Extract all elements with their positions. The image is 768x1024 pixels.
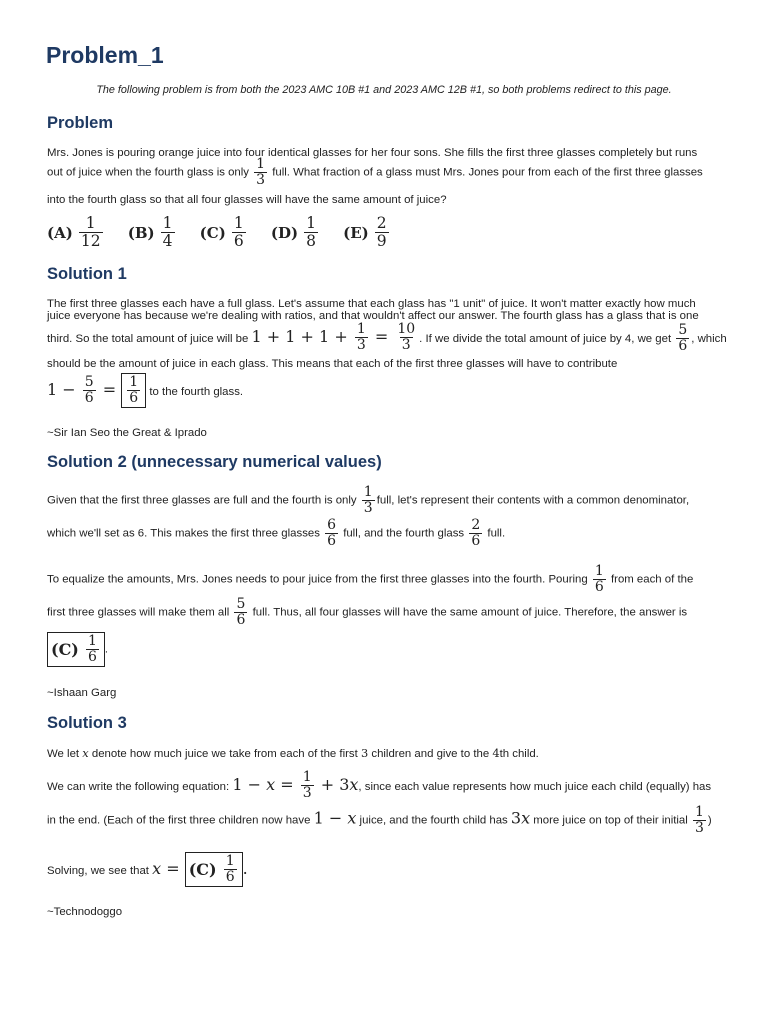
problem-text: out of juice when the fourth glass is only — [47, 166, 249, 179]
problem-text-line-3: into the fourth glass so that all four glasses will have the same amount of juice? — [47, 194, 447, 206]
problem-text-line-2 — [47, 157, 703, 188]
choice-c: (C) $\frac{1}{6}$ — [199, 214, 244, 250]
fraction-five-sixths: $\frac{5}{6}$ — [236, 596, 246, 628]
solution-3-heading: Solution 3 — [47, 714, 127, 732]
total-juice-equation: 1 + 1 + 1 + $\frac{1}{3}$ = $\frac{10}{3}$ — [251, 321, 416, 353]
answer-choices — [47, 215, 411, 250]
solution-2-line-2: which we'll set as 6. This makes the first three glasses $\frac{6}{6}$ full, and the fourth glass $\frac{2}{6}$ full. — [47, 517, 506, 549]
solution-1-line-2: juice everyone has because we're dealing with ratios, and that wouldn't affect our answer. The fourth glass has a glass that is one — [47, 310, 699, 322]
fraction-six-sixths: $\frac{6}{6}$ — [327, 517, 337, 549]
solution-1-line-1: The first three glasses each have a full glass. Let's assume that each glass has "1 unit" of juice. It won't matter exactly how much — [47, 298, 696, 310]
problem-heading: Problem — [47, 114, 114, 132]
solution-1-author: ~Sir Ian Seo the Great & Iprado — [47, 427, 207, 439]
solution-2-line-1: Given that the first three glasses are full and the fourth is only $\frac{1}{3}$ full, let's represent their contents with a common denominator, — [47, 484, 690, 516]
fraction-one-sixth: $\frac{1}{6}$ — [594, 563, 604, 595]
fraction-one-third: $\frac{1}{3}$ — [694, 804, 704, 836]
fraction-one-third: $\frac{1}{3}$ — [256, 156, 266, 188]
boxed-answer: (C) $\frac{1}{6}$ — [47, 632, 105, 667]
math-x: x — [82, 746, 89, 760]
solution-3-author: ~Technodoggo — [47, 906, 123, 918]
solution-2-line-3: To equalize the amounts, Mrs. Jones needs to pour juice from the first three glasses into the fourth. Pouring $\frac{1}{6}$ from each of the — [47, 563, 694, 595]
choice-d: (D) $\frac{1}{8}$ — [270, 214, 316, 250]
problem-text: full. What fraction of a glass must Mrs. Jones pour from each of the first three glasses — [272, 166, 703, 179]
solution-1-heading: Solution 1 — [47, 265, 127, 283]
choice-a: (A) $\frac{1}{12}$ — [47, 214, 101, 250]
juice-equation: 1 − x = $\frac{1}{3}$ + 3x — [232, 769, 359, 801]
problem-text-line-1: Mrs. Jones is pouring orange juice into four identical glasses for her four sons. She fills the first three glasses completely but runs — [47, 147, 698, 159]
solution-3-line-2: We can write the following equation: 1 − x = $\frac{1}{3}$ + 3x, since each value represents how much juice each child (equally) has — [47, 769, 712, 801]
solution-2-line-4: first three glasses will make them all $\frac{5}{6}$ full. Thus, all four glasses will have the same amount of juice. Therefore, the answer is — [47, 596, 688, 628]
fraction-one-third: $\frac{1}{3}$ — [363, 484, 373, 516]
solution-3-line-3: in the end. (Each of the first three children now have 1 − x juice, and the fourth child has 3x more juice on top of their initial $\frac{1}{3}$ ) — [47, 804, 712, 836]
redirect-note: The following problem is from both the 2023 AMC 10B #1 and 2023 AMC 12B #1, so both problems redirect to this page. — [96, 84, 672, 96]
choice-e: (E) $\frac{2}{9}$ — [343, 214, 387, 250]
choice-b: (B) $\frac{1}{4}$ — [127, 214, 173, 250]
solution-2-heading: Solution 2 (unnecessary numerical values) — [47, 453, 382, 471]
boxed-answer: (C) $\frac{1}{6}$ — [185, 852, 243, 887]
solution-1-line-3: third. So the total amount of juice will be 1 + 1 + 1 + $\frac{1}{3}$ = $\frac{10}{3}$ . If we divide the total amount of juice by 4, we get $\frac{5}{6}$ , which — [47, 321, 727, 355]
solution-3-line-1: We let x denote how much juice we take from each of the first 3 children and give to the 4th child. — [47, 746, 539, 760]
fraction-two-sixths: $\frac{2}{6}$ — [471, 517, 481, 549]
solution-1-line-5: 1 − $\frac{5}{6}$ = $\frac{1}{6}$ to the fourth glass. — [47, 374, 244, 406]
solution-1-line-4: should be the amount of juice in each glass. This means that each of the first three glasses will have to contribute — [47, 358, 618, 370]
math-4: 4 — [492, 746, 500, 760]
solution-3-line-4: Solving, we see that x = (C) $\frac{1}{6}$ . — [47, 853, 248, 885]
page-title: Problem_1 — [46, 42, 164, 68]
math-3: 3 — [360, 746, 369, 760]
solution-2-answer: (C) $\frac{1}{6}$ . — [47, 632, 108, 667]
solution-2-author: ~Ishaan Garg — [47, 687, 117, 699]
contribution-equation: 1 − $\frac{5}{6}$ = $\frac{1}{6}$ — [47, 380, 146, 399]
fraction-five-sixths: $\frac{5}{6}$ — [678, 322, 688, 355]
